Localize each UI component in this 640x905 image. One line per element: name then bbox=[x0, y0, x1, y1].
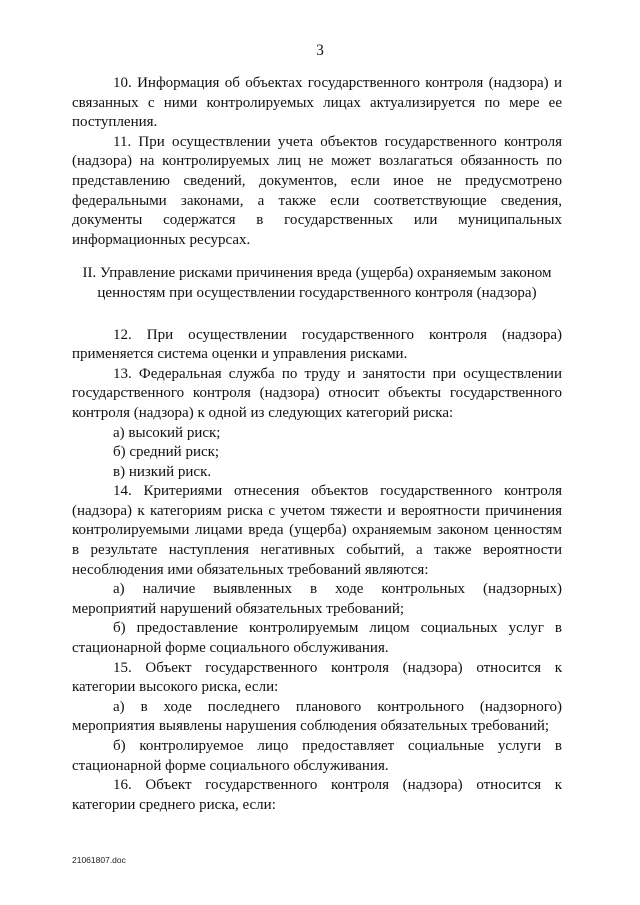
list-item-low-risk: в) низкий риск. bbox=[113, 463, 212, 480]
section-heading-line-2: ценностям при осуществлении государственного контроля (надзора) bbox=[97, 284, 537, 301]
footer-filename: 21061807.doc bbox=[72, 855, 126, 865]
paragraph-16: 16. Объект государственного контроля (надзора) относится к категории среднего риска, если: bbox=[72, 777, 562, 813]
paragraph-15-b: б) контролируемое лицо предоставляет социальные услуги в стационарной форме социального обслуживания. bbox=[72, 738, 562, 774]
section-heading bbox=[72, 264, 562, 303]
paragraph-10: 10. Информация об объектах государственного контроля (надзора) и связанных с ними контролируемых лицах актуализируется по мере ее поступления. bbox=[72, 75, 562, 131]
page-number: 3 bbox=[316, 42, 324, 59]
list-item-high-risk: а) высокий риск; bbox=[113, 424, 221, 441]
paragraph-14-b: б) предоставление контролируемым лицом социальных услуг в стационарной форме социального обслуживания. bbox=[72, 620, 562, 657]
section-heading-line-1: II. Управление рисками причинения вреда (ущерба) охраняемым законом bbox=[82, 265, 552, 282]
paragraph-14-a: а) наличие выявленных в ходе контрольных (надзорных) мероприятий нарушений обязательных требований; bbox=[72, 581, 562, 617]
paragraph-11: 11. При осуществлении учета объектов государственного контроля (надзора) на контролируемых лиц не может возлагаться обязанность по представлению сведений, документов, если иное не предусмотрено федеральными законами, а также если соответствующие сведения, документы содержатся в государственных или муниципальных информационных ресурсах. bbox=[72, 133, 562, 248]
paragraph-12: 12. При осуществлении государственного контроля (надзора) применяется система оценки и управления рисками. bbox=[72, 326, 562, 363]
document-body bbox=[72, 74, 562, 815]
paragraph-13: 13. Федеральная служба по труду и занятости при осуществлении государственного контроля (надзора) относит объекты государственного контроля (надзора) к одной из следующих категорий риска: bbox=[72, 365, 562, 421]
list-item-medium-risk: б) средний риск; bbox=[113, 444, 220, 461]
paragraph-15-a: а) в ходе последнего планового контрольного (надзорного) мероприятия выявлены нарушения соблюдения обязательных требований; bbox=[72, 698, 562, 735]
paragraph-14: 14. Критериями отнесения объектов государственного контроля (надзора) к категориям риска с учетом тяжести и вероятности причинения контролируемыми лицами вреда (ущерба) охраняемым законом ценностям в результате наступления негативных событий, а также вероятности несоблюдения ими обязательных требований являются: bbox=[72, 483, 562, 578]
paragraph-15: 15. Объект государственного контроля (надзора) относится к категории высокого риска, если: bbox=[72, 659, 562, 696]
